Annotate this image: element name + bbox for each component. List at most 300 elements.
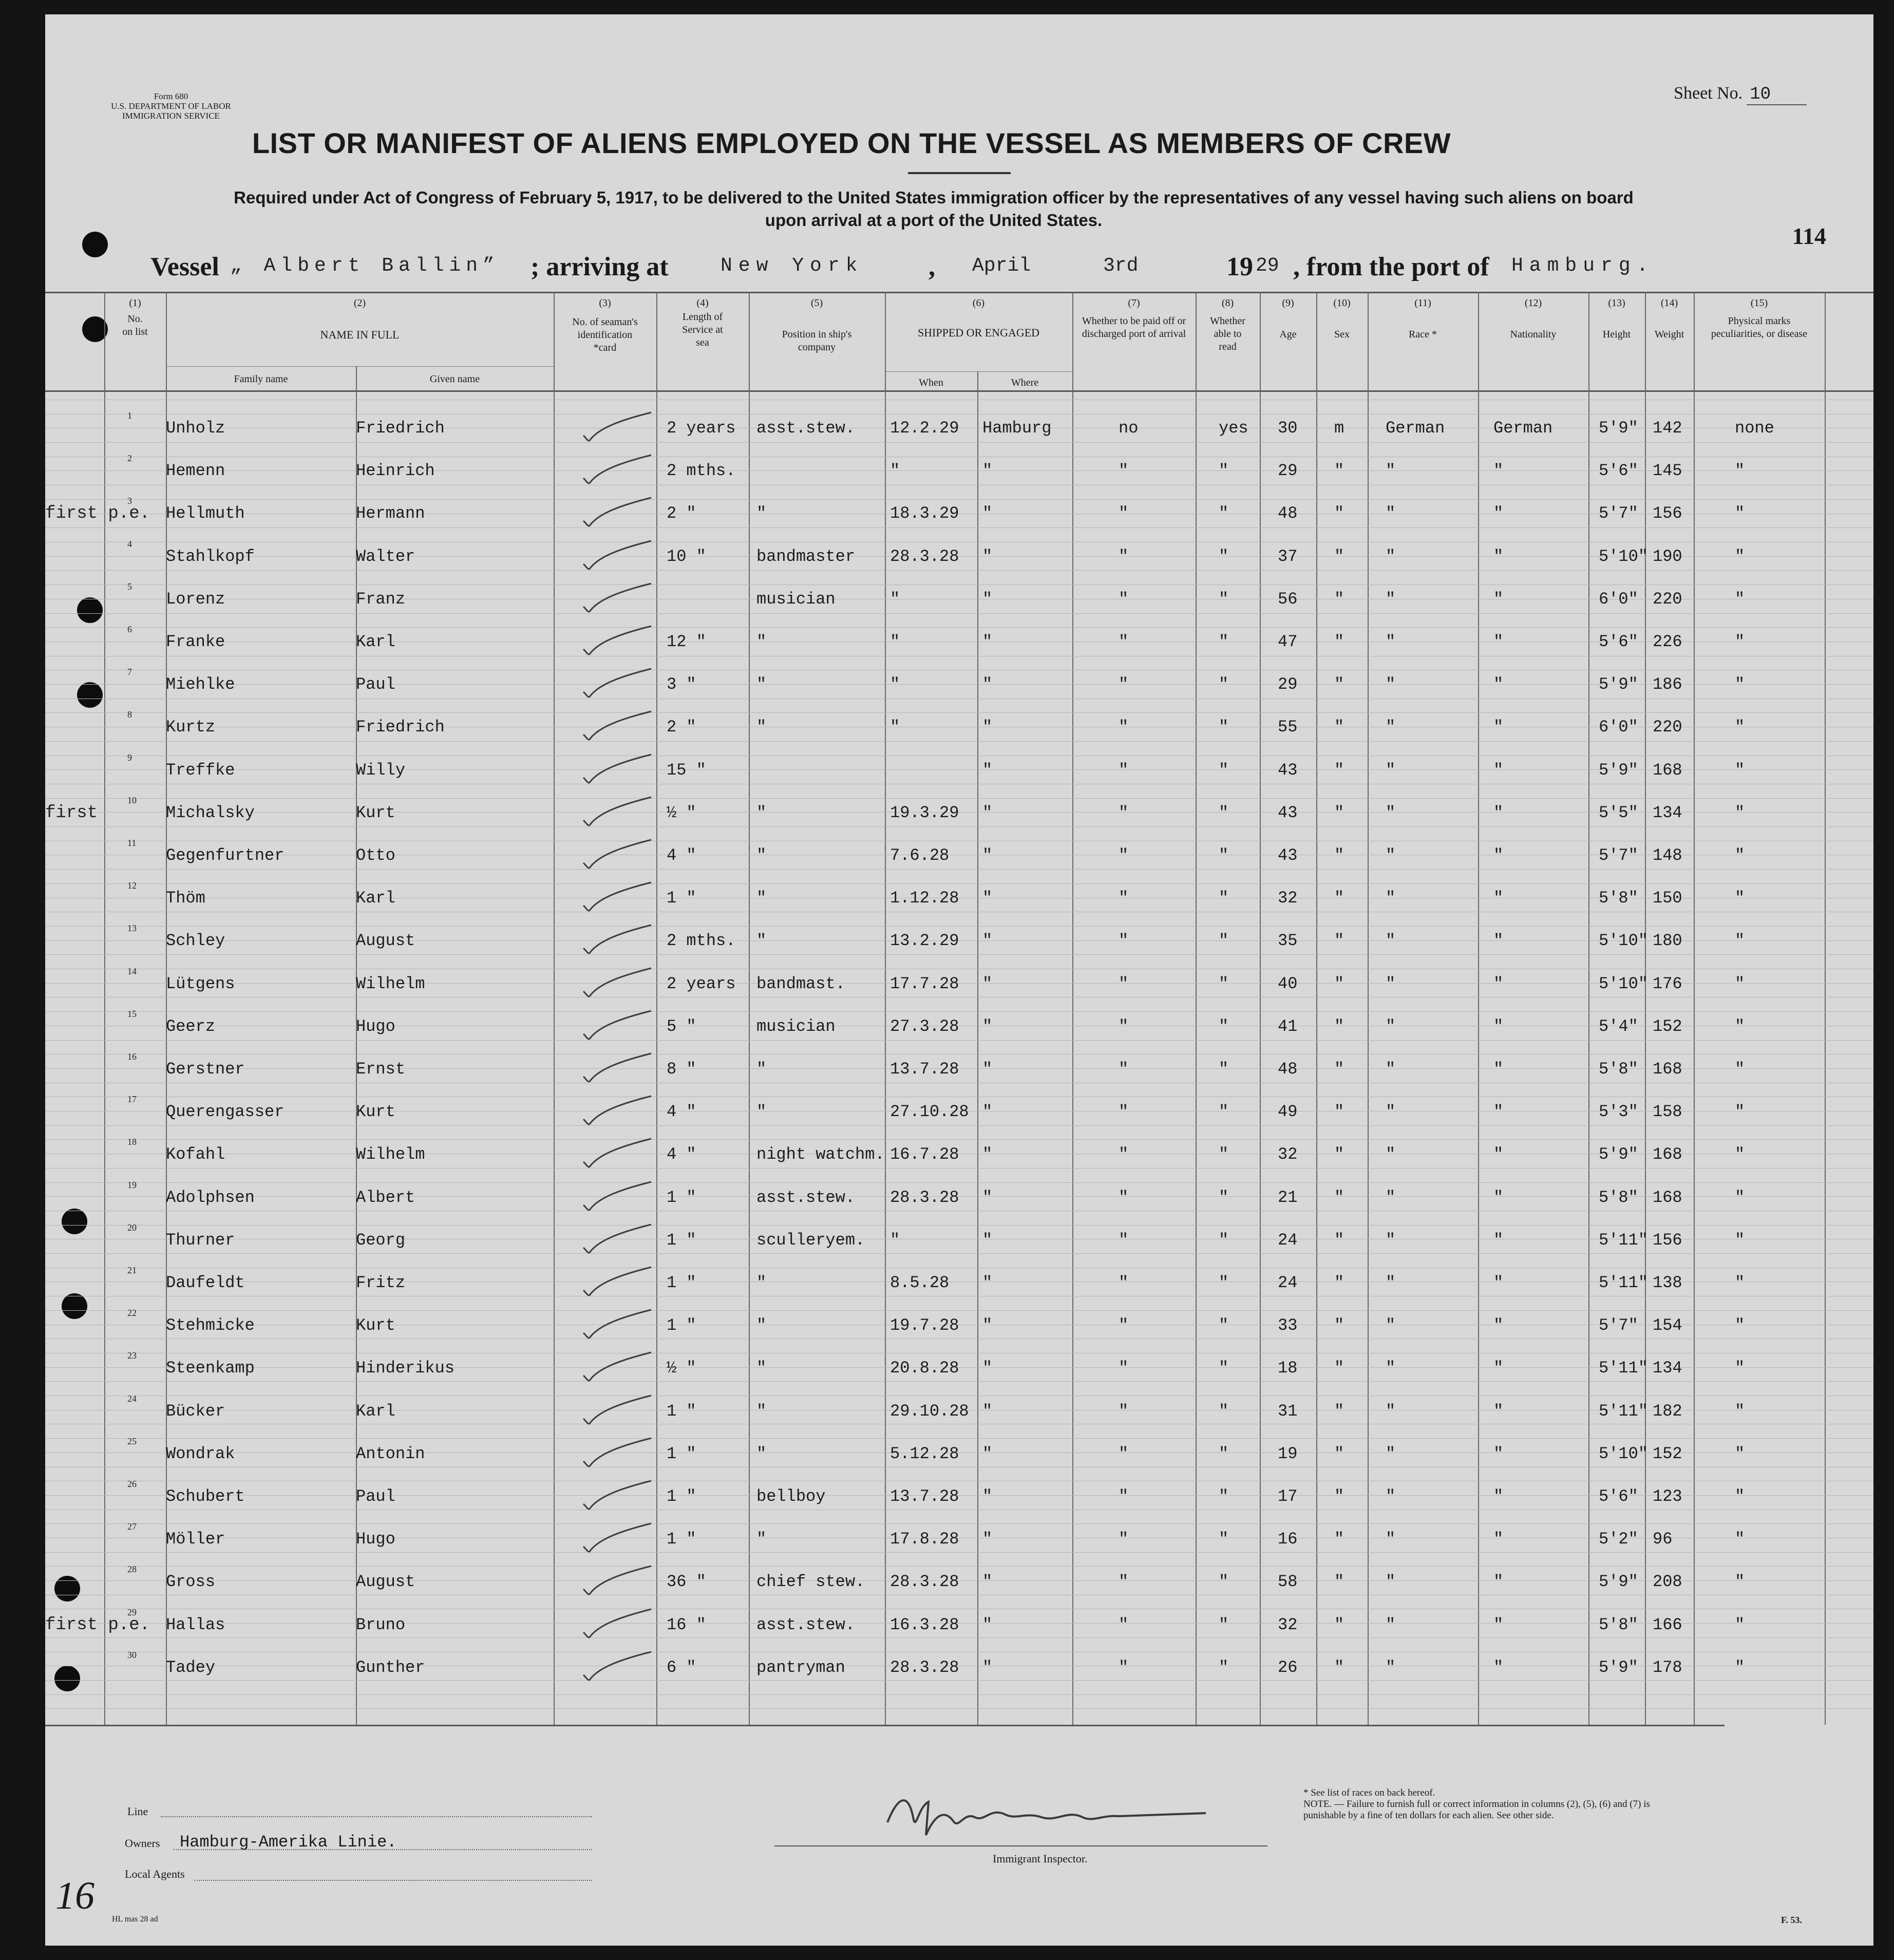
row-age: 17 — [1278, 1487, 1298, 1506]
row-sex: " — [1334, 1530, 1344, 1549]
row-position: sculleryem. — [756, 1230, 865, 1250]
row-sex: " — [1334, 546, 1344, 566]
row-shipped-where: " — [982, 1016, 993, 1036]
col2-label: NAME IN FULL — [320, 328, 400, 341]
row-service-length: 1 " — [667, 1401, 696, 1421]
row-sex: " — [1334, 589, 1344, 609]
row-number: 17 — [127, 1094, 137, 1105]
row-race: " — [1386, 632, 1396, 651]
row-sex: " — [1334, 461, 1344, 481]
table-row — [45, 711, 1873, 754]
table-top-rule — [45, 292, 1873, 293]
table-row — [45, 1393, 1873, 1438]
row-position: " — [756, 1316, 767, 1335]
table-row — [45, 840, 1873, 882]
row-family-name: Schley — [166, 931, 225, 951]
row-shipped-when: " — [890, 1230, 900, 1250]
row-nationality: " — [1493, 1188, 1504, 1207]
row-age: 47 — [1278, 632, 1298, 651]
row-weight: 176 — [1653, 974, 1682, 993]
col11-number: (11) — [1414, 297, 1431, 309]
row-number: 28 — [127, 1564, 137, 1575]
local-agents-field — [194, 1880, 592, 1881]
row-age: 56 — [1278, 589, 1298, 609]
row-physical-marks: " — [1735, 546, 1745, 566]
col3-label: No. of seaman's identification *card — [572, 316, 638, 353]
table-row — [45, 1649, 1873, 1694]
row-shipped-when: 16.7.28 — [890, 1145, 959, 1164]
row-age: 16 — [1278, 1530, 1298, 1549]
row-family-name: Stehmicke — [166, 1316, 255, 1335]
row-height: 5'9" — [1599, 1145, 1638, 1164]
row-able-to-read: " — [1219, 1530, 1229, 1549]
row-shipped-where: " — [982, 632, 993, 651]
row-number: 14 — [127, 966, 137, 976]
card-check-mark — [579, 1647, 656, 1683]
row-service-length: 2 " — [667, 718, 696, 737]
row-height: 5'8" — [1599, 1188, 1638, 1207]
row-number: 27 — [127, 1521, 137, 1532]
row-able-to-read: " — [1219, 760, 1229, 780]
row-physical-marks: " — [1735, 461, 1745, 481]
row-paid-off: " — [1119, 461, 1129, 481]
row-sex: " — [1334, 1145, 1344, 1164]
service-name: IMMIGRATION SERVICE — [122, 111, 220, 121]
row-number: 2 — [127, 453, 132, 464]
row-service-length: 2 " — [667, 504, 696, 523]
row-height: 5'3" — [1599, 1102, 1638, 1122]
table-row — [45, 583, 1873, 626]
row-able-to-read: " — [1219, 632, 1229, 651]
table-row — [45, 669, 1873, 711]
row-given-name: Wilhelm — [356, 974, 425, 993]
row-height: 6'0" — [1599, 718, 1638, 737]
row-height: 5'7" — [1599, 1316, 1638, 1335]
row-position: " — [756, 889, 767, 908]
row-nationality: " — [1493, 461, 1504, 481]
row-position: " — [756, 1273, 767, 1292]
shipped-subhead-rule — [885, 371, 1072, 372]
row-sex: " — [1334, 675, 1344, 694]
row-nationality: " — [1493, 1230, 1504, 1250]
col15-header — [1694, 297, 1825, 341]
table-row — [45, 455, 1873, 498]
col13-number: (13) — [1608, 297, 1625, 309]
row-given-name: Albert — [356, 1188, 415, 1207]
row-service-length: 6 " — [667, 1657, 696, 1677]
row-family-name: Hallas — [166, 1615, 225, 1634]
row-weight: 178 — [1653, 1657, 1682, 1677]
col3-header — [554, 297, 656, 354]
row-height: 5'10" — [1599, 546, 1649, 566]
row-service-length: 4 " — [667, 1102, 696, 1122]
row-position: musician — [756, 1016, 836, 1036]
row-family-name: Lorenz — [166, 589, 225, 609]
table-row — [45, 968, 1873, 1011]
row-service-length: 2 years — [667, 974, 736, 993]
row-number: 10 — [127, 795, 137, 805]
row-family-name: Gerstner — [166, 1060, 245, 1079]
row-shipped-where: " — [982, 1273, 993, 1292]
subtitle-line-2: upon arrival at a port of the United States. — [765, 211, 1103, 230]
row-shipped-where: " — [982, 889, 993, 908]
row-nationality: " — [1493, 1060, 1504, 1079]
col12-number: (12) — [1524, 297, 1542, 309]
row-race: " — [1386, 803, 1396, 822]
row-shipped-where: " — [982, 1530, 993, 1549]
row-service-length: 10 " — [667, 546, 706, 566]
row-sex: " — [1334, 1615, 1344, 1634]
row-shipped-where: " — [982, 461, 993, 481]
row-family-name: Lütgens — [166, 974, 235, 993]
row-nationality: " — [1493, 1102, 1504, 1122]
row-physical-marks: " — [1735, 1316, 1745, 1335]
row-shipped-where: " — [982, 1145, 993, 1164]
row-shipped-where: Hamburg — [982, 419, 1052, 438]
row-physical-marks: " — [1735, 1188, 1745, 1207]
row-age: 43 — [1278, 803, 1298, 822]
col12-header — [1478, 297, 1588, 341]
row-sex: " — [1334, 1401, 1344, 1421]
row-given-name: Karl — [356, 632, 395, 651]
row-age: 32 — [1278, 1615, 1298, 1634]
row-nationality: " — [1493, 632, 1504, 651]
card-check-mark — [579, 1518, 656, 1554]
row-position: bellboy — [756, 1487, 826, 1506]
row-service-length: 8 " — [667, 1060, 696, 1079]
row-given-name: Hinderikus — [356, 1359, 455, 1378]
row-number: 13 — [127, 923, 137, 934]
row-nationality: " — [1493, 803, 1504, 822]
card-check-mark — [579, 1305, 656, 1341]
row-height: 5'2" — [1599, 1530, 1638, 1549]
row-sex: " — [1334, 1444, 1344, 1463]
row-position: " — [756, 803, 767, 822]
table-row — [45, 752, 1873, 797]
row-paid-off: " — [1119, 974, 1129, 993]
col5-label: Position in ship's company — [782, 329, 852, 353]
row-shipped-when: 13.2.29 — [890, 931, 959, 951]
row-shipped-when: 28.3.28 — [890, 1657, 959, 1677]
row-nationality: " — [1493, 1401, 1504, 1421]
row-height: 5'9" — [1599, 675, 1638, 694]
row-weight: 208 — [1653, 1572, 1682, 1592]
table-row — [45, 1609, 1873, 1652]
row-nationality: " — [1493, 1016, 1504, 1036]
row-number: 15 — [127, 1008, 137, 1019]
row-physical-marks: " — [1735, 1102, 1745, 1122]
row-nationality: " — [1493, 931, 1504, 951]
row-paid-off: " — [1119, 889, 1129, 908]
row-given-name: Kurt — [356, 803, 395, 822]
col1-label: No. on list — [122, 313, 148, 337]
row-weight: 158 — [1653, 1102, 1682, 1122]
row-physical-marks: " — [1735, 1530, 1745, 1549]
row-race: " — [1386, 846, 1396, 865]
row-physical-marks: " — [1735, 1060, 1745, 1079]
row-height: 5'7" — [1599, 504, 1638, 523]
row-given-name: August — [356, 931, 415, 951]
row-physical-marks: " — [1735, 1145, 1745, 1164]
col10-label: Sex — [1334, 329, 1350, 340]
row-age: 30 — [1278, 419, 1298, 438]
row-race: " — [1386, 1230, 1396, 1250]
row-shipped-where: " — [982, 1444, 993, 1463]
row-family-name: Gross — [166, 1572, 216, 1592]
row-physical-marks: " — [1735, 675, 1745, 694]
row-race: " — [1386, 1530, 1396, 1549]
row-sex: " — [1334, 1188, 1344, 1207]
row-shipped-when: 29.10.28 — [890, 1401, 969, 1421]
row-sex: " — [1334, 1016, 1344, 1036]
footnote-penalty: NOTE. — Failure to furnish full or correct information in columns (2), (5), (6) and (7) is punishable by a fine of ten dollars for each alien. See other side. — [1303, 1799, 1650, 1821]
row-nationality: " — [1493, 1615, 1504, 1634]
table-row — [45, 1008, 1873, 1053]
card-check-mark — [579, 1048, 656, 1084]
row-physical-marks: " — [1735, 1572, 1745, 1592]
row-number: 8 — [127, 709, 132, 720]
row-race: " — [1386, 974, 1396, 993]
row-age: 49 — [1278, 1102, 1298, 1122]
row-race: " — [1386, 1316, 1396, 1335]
card-check-mark — [579, 1390, 656, 1426]
row-weight: 123 — [1653, 1487, 1682, 1506]
row-height: 5'9" — [1599, 419, 1638, 438]
row-service-length: 1 " — [667, 1188, 696, 1207]
row-able-to-read: " — [1219, 1572, 1229, 1592]
row-age: 21 — [1278, 1188, 1298, 1207]
row-age: 48 — [1278, 1060, 1298, 1079]
row-nationality: " — [1493, 1316, 1504, 1335]
row-position: " — [756, 1530, 767, 1549]
row-service-length: 2 mths. — [667, 461, 736, 481]
row-shipped-when: " — [890, 675, 900, 694]
row-number: 7 — [127, 667, 132, 677]
table-row — [45, 1310, 1873, 1352]
row-shipped-when: 8.5.28 — [890, 1273, 950, 1292]
row-given-name: Hugo — [356, 1016, 395, 1036]
table-row — [45, 925, 1873, 968]
row-able-to-read: " — [1219, 718, 1229, 737]
row-height: 5'6" — [1599, 632, 1638, 651]
row-weight: 180 — [1653, 931, 1682, 951]
row-weight: 156 — [1653, 504, 1682, 523]
row-given-name: Wilhelm — [356, 1145, 425, 1164]
row-paid-off: " — [1119, 632, 1129, 651]
row-physical-marks: " — [1735, 589, 1745, 609]
row-number: 3 — [127, 496, 132, 506]
row-shipped-where: " — [982, 1316, 993, 1335]
title-underline — [908, 172, 1011, 174]
row-sex: " — [1334, 718, 1344, 737]
ruled-line — [45, 1708, 1873, 1709]
card-check-mark — [579, 792, 656, 828]
row-weight: 168 — [1653, 760, 1682, 780]
row-sex: " — [1334, 1230, 1344, 1250]
row-service-length: 16 " — [667, 1615, 706, 1634]
row-race: " — [1386, 1487, 1396, 1506]
row-paid-off: " — [1119, 1444, 1129, 1463]
col1-header — [107, 297, 163, 338]
local-agents-label: Local Agents — [125, 1868, 185, 1880]
line-label: Line — [127, 1805, 148, 1818]
row-physical-marks: " — [1735, 803, 1745, 822]
row-weight: 145 — [1653, 461, 1682, 481]
row-shipped-where: " — [982, 931, 993, 951]
owners-label: Owners — [125, 1837, 160, 1850]
row-nationality: " — [1493, 1359, 1504, 1378]
row-age: 43 — [1278, 846, 1298, 865]
row-age: 41 — [1278, 1016, 1298, 1036]
row-given-name: Otto — [356, 846, 395, 865]
col3-number: (3) — [599, 297, 611, 309]
row-shipped-when: " — [890, 632, 900, 651]
row-weight: 152 — [1653, 1444, 1682, 1463]
sheet-number-value: 10 — [1747, 85, 1807, 105]
row-age: 40 — [1278, 974, 1298, 993]
row-sex: " — [1334, 1316, 1344, 1335]
row-paid-off: no — [1119, 419, 1139, 438]
row-shipped-where: " — [982, 589, 993, 609]
row-able-to-read: " — [1219, 1060, 1229, 1079]
row-shipped-where: " — [982, 1102, 993, 1122]
table-row — [45, 1267, 1873, 1310]
row-number: 25 — [127, 1436, 137, 1446]
row-family-name: Franke — [166, 632, 225, 651]
row-paid-off: " — [1119, 1359, 1129, 1378]
row-age: 37 — [1278, 546, 1298, 566]
row-able-to-read: " — [1219, 1359, 1229, 1378]
page-stamp-number: 114 — [1792, 223, 1826, 249]
row-nationality: " — [1493, 1487, 1504, 1506]
row-able-to-read: " — [1219, 1273, 1229, 1292]
vessel-name: „ Albert Ballin” — [230, 255, 500, 277]
row-family-name: Steenkamp — [166, 1359, 255, 1378]
row-height: 5'7" — [1599, 846, 1638, 865]
row-height: 5'9" — [1599, 760, 1638, 780]
row-paid-off: " — [1119, 803, 1129, 822]
row-physical-marks: none — [1735, 419, 1774, 438]
col13-header — [1588, 297, 1645, 341]
row-shipped-when: 17.7.28 — [890, 974, 959, 993]
card-check-mark — [579, 1134, 656, 1170]
manifest-sheet — [45, 14, 1873, 1946]
row-race: " — [1386, 461, 1396, 481]
row-race: " — [1386, 504, 1396, 523]
row-physical-marks: " — [1735, 1401, 1745, 1421]
table-row — [45, 1139, 1873, 1181]
row-race: " — [1386, 1444, 1396, 1463]
row-nationality: " — [1493, 1530, 1504, 1549]
row-weight: 220 — [1653, 589, 1682, 609]
table-row — [45, 1438, 1873, 1481]
card-check-mark — [579, 1091, 656, 1127]
col6-when-header: When — [919, 377, 943, 388]
row-shipped-when: 28.3.28 — [890, 546, 959, 566]
row-weight: 150 — [1653, 889, 1682, 908]
row-position: " — [756, 1444, 767, 1463]
row-physical-marks: " — [1735, 760, 1745, 780]
row-race: " — [1386, 675, 1396, 694]
row-family-name: Hemenn — [166, 461, 225, 481]
row-weight: 166 — [1653, 1615, 1682, 1634]
row-paid-off: " — [1119, 1572, 1129, 1592]
row-sex: " — [1334, 1572, 1344, 1592]
row-age: 29 — [1278, 675, 1298, 694]
row-nationality: " — [1493, 1444, 1504, 1463]
row-position: asst.stew. — [756, 1615, 856, 1634]
row-paid-off: " — [1119, 931, 1129, 951]
row-shipped-where: " — [982, 1230, 993, 1250]
row-shipped-where: " — [982, 760, 993, 780]
col7-header — [1072, 297, 1196, 341]
row-paid-off: " — [1119, 760, 1129, 780]
row-service-length: 1 " — [667, 1316, 696, 1335]
row-service-length: 3 " — [667, 675, 696, 694]
row-shipped-where: " — [982, 1572, 993, 1592]
row-shipped-when: 5.12.28 — [890, 1444, 959, 1463]
row-sex: " — [1334, 632, 1344, 651]
row-physical-marks: " — [1735, 889, 1745, 908]
row-shipped-when: 13.7.28 — [890, 1487, 959, 1506]
row-shipped-when: 27.3.28 — [890, 1016, 959, 1036]
line-field — [161, 1816, 592, 1817]
row-family-name: Hellmuth — [166, 504, 245, 523]
row-nationality: " — [1493, 1273, 1504, 1292]
page-title: LIST OR MANIFEST OF ALIENS EMPLOYED ON THE VESSEL AS MEMBERS OF CREW — [252, 127, 1451, 159]
row-position: " — [756, 1359, 767, 1378]
row-sex: " — [1334, 931, 1344, 951]
row-weight: 154 — [1653, 1316, 1682, 1335]
row-number: 30 — [127, 1649, 137, 1660]
row-family-name: Stahlkopf — [166, 546, 255, 566]
card-check-mark — [579, 706, 656, 742]
row-able-to-read: " — [1219, 846, 1229, 865]
row-given-name: Paul — [356, 1487, 395, 1506]
row-given-name: Karl — [356, 889, 395, 908]
row-nationality: " — [1493, 1572, 1504, 1592]
row-height: 5'10" — [1599, 1444, 1649, 1463]
row-age: 24 — [1278, 1230, 1298, 1250]
row-position: asst.stew. — [756, 1188, 856, 1207]
card-check-mark — [579, 493, 656, 529]
row-race: " — [1386, 1359, 1396, 1378]
card-check-mark — [579, 1262, 656, 1298]
row-nationality: " — [1493, 589, 1504, 609]
row-height: 5'8" — [1599, 889, 1638, 908]
row-number: 5 — [127, 581, 132, 592]
row-sex: " — [1334, 974, 1344, 993]
row-paid-off: " — [1119, 1145, 1129, 1164]
card-check-mark — [579, 450, 656, 486]
row-nationality: " — [1493, 889, 1504, 908]
row-given-name: Georg — [356, 1230, 406, 1250]
row-given-name: Willy — [356, 760, 406, 780]
row-able-to-read: " — [1219, 589, 1229, 609]
row-able-to-read: " — [1219, 675, 1229, 694]
row-physical-marks: " — [1735, 1273, 1745, 1292]
row-sex: " — [1334, 1359, 1344, 1378]
row-age: 18 — [1278, 1359, 1298, 1378]
col9-number: (9) — [1282, 297, 1294, 309]
name-subhead-rule — [166, 366, 554, 367]
card-check-mark — [579, 1347, 656, 1383]
row-given-name: Karl — [356, 1401, 395, 1421]
row-shipped-when: 28.3.28 — [890, 1188, 959, 1207]
row-shipped-when: 28.3.28 — [890, 1572, 959, 1592]
row-able-to-read: " — [1219, 461, 1229, 481]
table-row — [45, 797, 1873, 840]
